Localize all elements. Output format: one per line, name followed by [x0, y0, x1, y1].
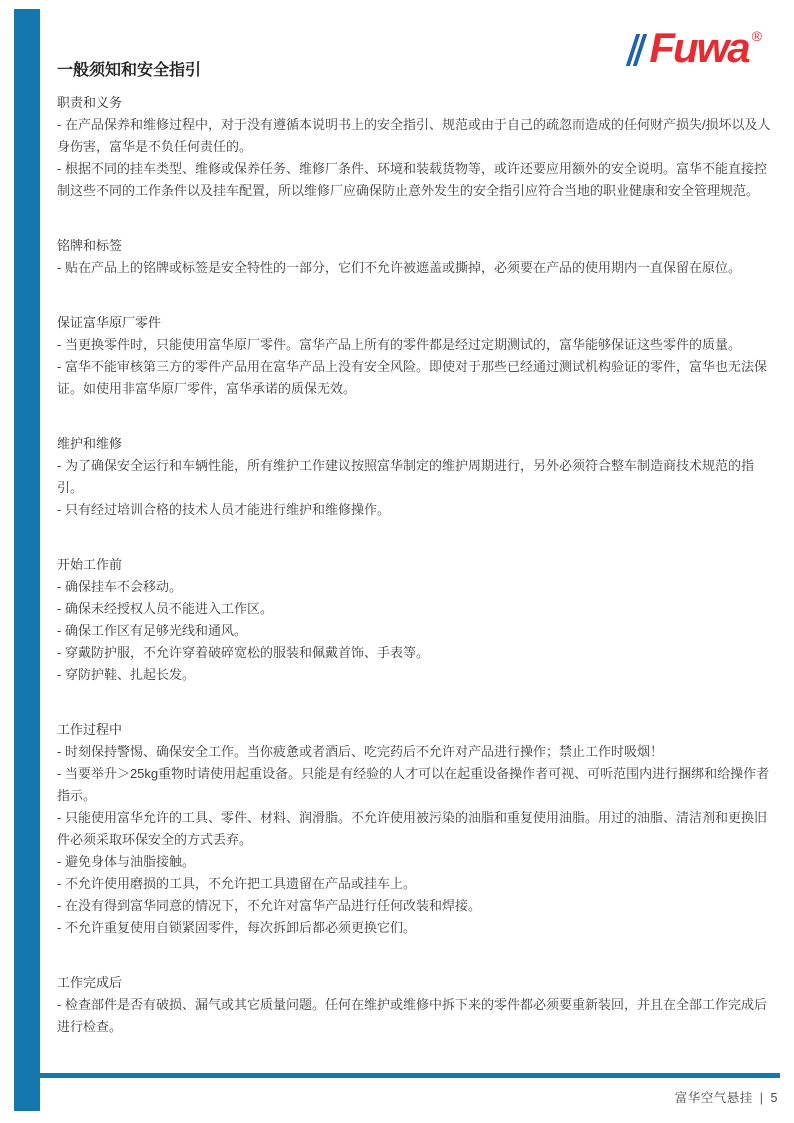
section-item: - 检查部件是否有破损、漏气或其它质量问题。任何在维护或维修中拆下来的零件都必须要重新装回，并且在全部工作完成后进行检查。 [57, 997, 767, 1034]
section-item: - 穿防护鞋、扎起长发。 [57, 667, 195, 682]
section-item: - 确保挂车不会移动。 [57, 579, 182, 594]
section-item: - 只有经过培训合格的技术人员才能进行维护和维修操作。 [57, 502, 390, 517]
section-maintenance-repair [57, 433, 779, 521]
section-item: - 贴在产品上的铭牌或标签是安全特性的一部分，它们不允许被遮盖或撕掉，必须要在产品的使用期内一直保留在原位。 [57, 260, 741, 275]
section-heading: 维护和维修 [57, 436, 123, 451]
section-before-work [57, 554, 779, 686]
left-accent-stripe [14, 9, 40, 1111]
page-content [57, 92, 779, 1071]
section-item: - 确保工作区有足够光线和通风。 [57, 623, 247, 638]
section-responsibilities [57, 92, 779, 202]
section-item: - 确保未经授权人员不能进入工作区。 [57, 601, 273, 616]
section-nameplates-labels [57, 235, 779, 279]
footer-divider [40, 1073, 780, 1078]
page-title: 一般须知和安全指引 [57, 62, 202, 79]
registered-trademark-icon: ® [751, 28, 762, 44]
section-heading: 工作完成后 [57, 975, 123, 990]
section-item: - 根据不同的挂车类型、维修或保养任务、维修厂条件、环境和装载货物等，或许还要应用额外的安全说明。富华不能直接控制这些不同的工作条件以及挂车配置，所以维修厂应确保防止意外发生的安全指引应符合当地的职业健康和安全管理规范。 [57, 161, 767, 198]
section-genuine-parts [57, 312, 779, 400]
page-footer [675, 1088, 778, 1106]
section-heading: 工作过程中 [57, 722, 123, 737]
section-item: - 当更换零件时，只能使用富华原厂零件。富华产品上所有的零件都是经过定期测试的，富华能够保证这些零件的质量。 [57, 337, 741, 352]
section-item: - 在没有得到富华同意的情况下，不允许对富华产品进行任何改装和焊接。 [57, 898, 481, 913]
section-item: - 穿戴防护服，不允许穿着破碎宽松的服装和佩戴首饰、手表等。 [57, 645, 429, 660]
section-item: - 在产品保养和维修过程中，对于没有遵循本说明书上的安全指引、规范或由于自己的疏忽而造成的任何财产损失/损坏以及人身伤害，富华是不负任何责任的。 [57, 117, 771, 154]
section-heading: 职责和义务 [57, 95, 123, 110]
section-heading: 铭牌和标签 [57, 238, 123, 253]
section-item: - 当要举升＞25kg重物时请使用起重设备。只能是有经验的人才可以在起重设备操作者可视、可听范围内进行捆绑和给操作者指示。 [57, 766, 770, 803]
section-item: - 不允许重复使用自锁紧固零件，每次拆卸后都必须更换它们。 [57, 920, 416, 935]
section-item: - 富华不能审核第三方的零件产品用在富华产品上没有安全风险。即使对于那些已经通过测试机构验证的零件，富华也无法保证。如使用非富华原厂零件，富华承诺的质保无效。 [57, 359, 767, 396]
section-during-work [57, 719, 779, 939]
footer-product-name: 富华空气悬挂 [674, 1091, 753, 1105]
section-item: - 避免身体与油脂接触。 [57, 854, 195, 869]
section-heading: 保证富华原厂零件 [57, 315, 162, 330]
footer-separator: | [759, 1091, 764, 1105]
section-after-work [57, 972, 779, 1038]
fuwa-logo [631, 26, 762, 70]
section-item: - 为了确保安全运行和车辆性能，所有维护工作建议按照富华制定的维护周期进行，另外必须符合整车制造商技术规范的指引。 [57, 458, 754, 495]
logo-slashes-icon [631, 34, 645, 66]
logo-text: Fuwa [649, 24, 749, 71]
section-heading: 开始工作前 [57, 557, 123, 572]
section-item: - 不允许使用磨损的工具，不允许把工具遗留在产品或挂车上。 [57, 876, 416, 891]
page-number: 5 [770, 1091, 778, 1105]
section-item: - 只能使用富华允许的工具、零件、材料、润滑脂。不允许使用被污染的油脂和重复使用油脂。用过的油脂、清洁剂和更换旧件必须采取环保安全的方式丢弃。 [57, 810, 767, 847]
section-item: - 时刻保持警惕、确保安全工作。当你疲惫或者酒后、吃完药后不允许对产品进行操作；禁止工作时吸烟！ [57, 744, 663, 759]
